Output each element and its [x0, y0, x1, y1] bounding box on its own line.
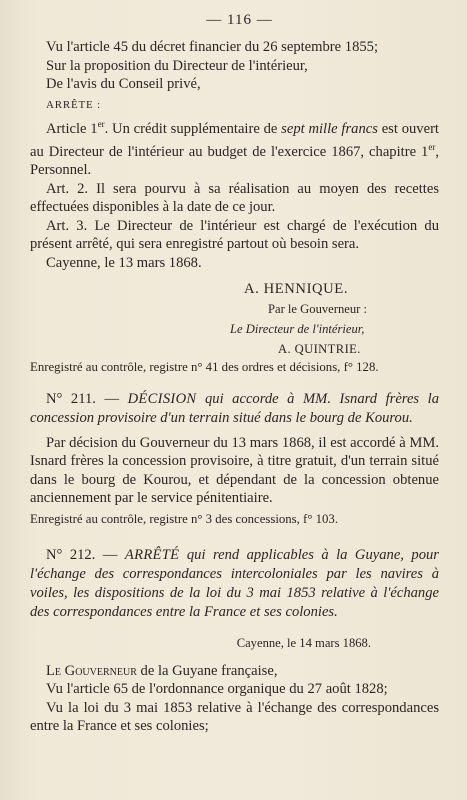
vu-line-2: Vu la loi du 3 mai 1853 relative à l'échange des correspondances entre la France et ses colonies; [30, 699, 439, 735]
signing-date: Cayenne, le 13 mars 1868. [46, 254, 202, 271]
gouverneur-line [30, 662, 439, 681]
article-1-sup-2: er [428, 141, 436, 152]
article-1-amount: sept mille francs [281, 120, 378, 137]
article-1-text-b: est ouvert au Directeur de l'intérieur au budget de l'exercice 1867, chapitre 1 [30, 120, 439, 160]
article-1-sup: er [97, 118, 105, 129]
vu-line-1: Vu l'article 65 de l'ordonnance organique du 27 août 1828; [46, 681, 388, 698]
arrete-212-date: Cayenne, le 14 mars 1868. [236, 635, 371, 650]
registration-note-1: Enregistré au contrôle, registre n° 41 des ordres et décisions, f° 128. [30, 359, 379, 374]
decision-title-text: qui accorde à MM. Isnard frères la concession provisoire d'un terrain situé dans le bourg de Kourou. [30, 390, 439, 426]
preamble-line-3: De l'avis du Conseil privé, [46, 76, 201, 92]
article-3: Art. 3. Le Directeur de l'intérieur est chargé de l'exécution du présent arrêté, qui sera enregistré partout où besoin sera. [30, 217, 439, 253]
decision-body: Par décision du Gouverneur du 13 mars 1868, il est accordé à MM. Isnard frères la concession provisoire, à titre gratuit, d'un terrain situé dans le bourg de Kourou, et dépendant de la concession obtenue anciennement par le service pénitentiaire. [30, 434, 439, 507]
decision-kind: DÉCISION [127, 390, 197, 407]
gouverneur-rest: de la Guyane française, [136, 662, 278, 679]
article-2: Art. 2. Il sera pourvu à sa réalisation au moyen des recettes effectuées disponibles à la date de ce jour. [30, 180, 439, 216]
section-arrete-credit [30, 38, 439, 376]
preamble-line-1: Vu l'article 45 du décret financier du 26 septembre 1855; [46, 39, 379, 55]
par-le-gouverneur: Par le Gouverneur : [268, 301, 367, 316]
arrete-label: ARRÊTE : [46, 98, 101, 111]
section-decision-211 [30, 390, 439, 528]
arrete-212-kind: ARRÊTÉ [124, 546, 180, 563]
gouverneur-label: Le Gouverneur [46, 662, 137, 679]
arrete-212-title [30, 546, 439, 622]
preamble-line-2: Sur la proposition du Directeur de l'intérieur, [46, 57, 308, 74]
signer-name: A. HENNIQUE. [244, 281, 349, 298]
decision-title [30, 390, 439, 428]
arrete-212-title-text: qui rend applicables à la Guyane, pour l'échange des correspondances intercoloniales par les navires à voiles, les dispositions de la loi du 3 mai 1853 relative à l'échange des correspondances entre la France et ses colonies. [30, 546, 439, 620]
page-number: — 116 — [206, 12, 273, 28]
article-1-text-c: , Personnel. [30, 143, 439, 179]
directeur-title: Le Directeur de l'intérieur, [230, 321, 365, 336]
signer-name-2: A. QUINTRIE. [278, 341, 361, 356]
registration-note-2: Enregistré au contrôle, registre n° 3 des concessions, f° 103. [30, 511, 339, 526]
section-arrete-212 [30, 546, 439, 736]
decision-number: N° 211. — [46, 390, 128, 407]
article-1 [30, 115, 439, 180]
article-1-prefix: Article 1 [46, 120, 98, 137]
arrete-212-number: N° 212. — [46, 546, 125, 563]
article-1-text-a: . Un crédit supplémentaire de [104, 120, 282, 137]
